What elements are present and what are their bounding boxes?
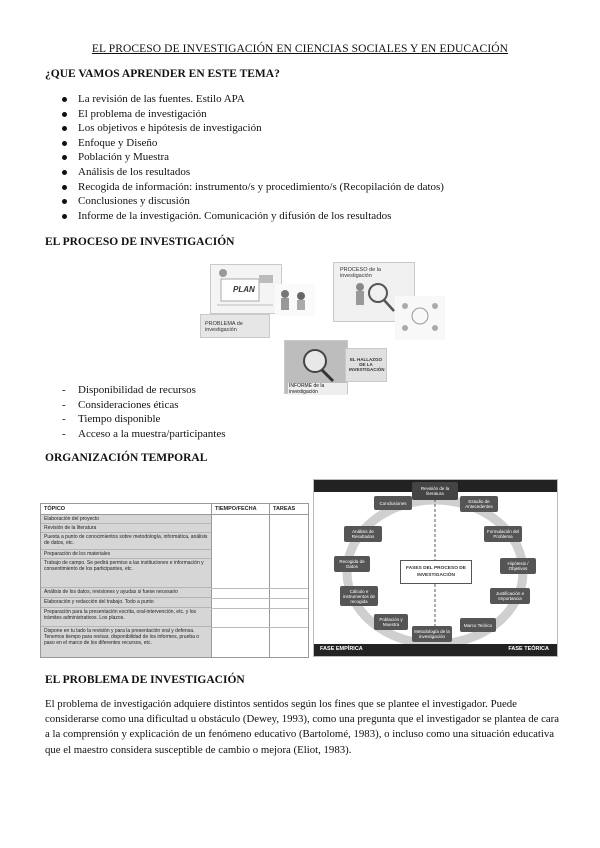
informe-label: INFORME de la investigación xyxy=(288,383,347,395)
list-item: El problema de investigación xyxy=(60,107,444,122)
list-item: Población y Muestra xyxy=(60,150,444,165)
table-row: Análisis de los datos, revisiones y ayudas si fuese necesario xyxy=(41,588,211,598)
considerations-list xyxy=(60,383,226,441)
list-item: - Consideraciones éticas xyxy=(60,398,226,413)
cycle-node: Análisis de Resultados xyxy=(344,526,382,542)
table-row: Elaboración del proyecto xyxy=(41,515,211,524)
cycle-node-top: Revisión de la literatura xyxy=(412,482,458,500)
table-row: Preparación de los materiales xyxy=(41,550,211,559)
proceso-label: PROCESO de la investigación xyxy=(340,267,381,279)
cycle-node: Cálculo e instrumentos de recogida xyxy=(340,586,378,606)
table-row: Elaboración y redacción del trabajo. Todo a punto xyxy=(41,598,211,608)
list-item: Informe de la investigación. Comunicación y difusión de los resultados xyxy=(60,209,444,224)
informe-card xyxy=(284,340,348,394)
table-header xyxy=(41,504,308,515)
list-item: - Disponibilidad de recursos xyxy=(60,383,226,398)
section-heading-proceso: EL PROCESO DE INVESTIGACIÓN xyxy=(45,236,235,248)
topic-list xyxy=(60,92,444,223)
list-item: Enfoque y Diseño xyxy=(60,136,444,151)
section-heading-problema: EL PROBLEMA DE INVESTIGACIÓN xyxy=(45,674,245,686)
table-body xyxy=(41,515,211,657)
table-row: Trabajo de campo. Se pedirá permiso a las instituciones e información y consentimiento de los participantes, etc. xyxy=(41,559,211,588)
col-topic: TÓPICO xyxy=(44,506,66,512)
table-row: Dispone en tu lado la revisión y para la presentación oral y defensa. Tenemos tiempo para revisar, disponibilidad de los informes, prueba o paso en el marco de los diferentes recursos, etc. xyxy=(44,628,200,647)
list-item: - Acceso a la muestra/participantes xyxy=(60,427,226,442)
document-title: EL PROCESO DE INVESTIGACIÓN EN CIENCIAS SOCIALES Y EN EDUCACIÓN xyxy=(91,43,509,55)
table-rule xyxy=(211,598,308,599)
list-item: Recogida de información: instrumento/s y procedimiento/s (Recopilación de datos) xyxy=(60,180,444,195)
table-row: Preparación para la presentación escrita, oral-intervención, etc. y los trámites administrativos. Los plazos. xyxy=(41,608,211,627)
network-sketch xyxy=(395,296,445,340)
people-icon xyxy=(275,284,315,316)
fase-teorica-label: FASE TEÓRICA xyxy=(508,646,549,652)
cycle-center-label: FASES DEL PROCESO DE INVESTIGACIÓN xyxy=(400,560,472,584)
cycle-node: Metodología de la investigación xyxy=(412,626,452,642)
table-divider xyxy=(269,504,270,657)
hallazgo-label: EL HALLAZGO DE LA INVESTIGACIÓN xyxy=(349,357,385,372)
table-row: Puesta a punto de conocimientos sobre metodología, informática, análisis de datos, etc. xyxy=(41,533,211,550)
cycle-node: Justificación e Importancia xyxy=(490,588,530,604)
cycle-node: Recogida de Datos xyxy=(334,556,370,572)
problema-card xyxy=(200,314,270,338)
cycle-node: Conclusiones xyxy=(374,496,412,510)
list-item: La revisión de las fuentes. Estilo APA xyxy=(60,92,444,107)
section-heading-organizacion: ORGANIZACIÓN TEMPORAL xyxy=(45,452,208,464)
problema-label: PROBLEMA de investigación xyxy=(205,321,243,333)
network-icon xyxy=(395,296,445,340)
table-row: Revisión de la literatura xyxy=(41,524,211,533)
list-item: Los objetivos e hipótesis de investigación xyxy=(60,121,444,136)
process-collage-image xyxy=(200,262,445,395)
cycle-node: Estudio de Antecedentes xyxy=(460,496,498,512)
list-item: Análisis de los resultados xyxy=(60,165,444,180)
cycle-node: Marco Teórico xyxy=(460,618,496,632)
table-rule xyxy=(211,588,308,589)
schedule-table xyxy=(40,503,309,658)
fase-empirica-label: FASE EMPÍRICA xyxy=(320,646,363,652)
plan-label: PLAN xyxy=(233,285,255,294)
cycle-node: Población y Muestra xyxy=(374,614,408,630)
list-item: - Tiempo disponible xyxy=(60,412,226,427)
bottom-band xyxy=(314,644,557,656)
plan-card xyxy=(210,264,282,314)
table-rule xyxy=(211,608,308,609)
problem-paragraph: El problema de investigación adquiere distintos sentidos según los fines que se plantee el investigador. Puede considerarse como una dificultad u obstáculo (Dewey, 1993), como una pregunta que el investigador se plantea de cara a la comprensión y explicación de un fenómeno educativo (Bartolomé, 1983), o incluso como una situación educativa que el maestro considera susceptible de cambio o mejora (Eliot, 1983). xyxy=(45,698,560,756)
cycle-node: Hipótesis / Objetivos xyxy=(500,558,536,574)
table-divider xyxy=(211,504,212,657)
col-tasks: TAREAS xyxy=(273,506,296,512)
section-heading-tema: ¿QUE VAMOS APRENDER EN ESTE TEMA? xyxy=(45,68,280,80)
cycle-node: Formulación del Problema xyxy=(484,526,522,542)
table-rule xyxy=(211,627,308,628)
hallazgo-card xyxy=(345,348,387,382)
people-sketch xyxy=(275,284,315,316)
list-item: Conclusiones y discusión xyxy=(60,194,444,209)
col-time: TIEMPO/FECHA xyxy=(215,506,257,512)
research-phases-diagram xyxy=(313,479,558,657)
